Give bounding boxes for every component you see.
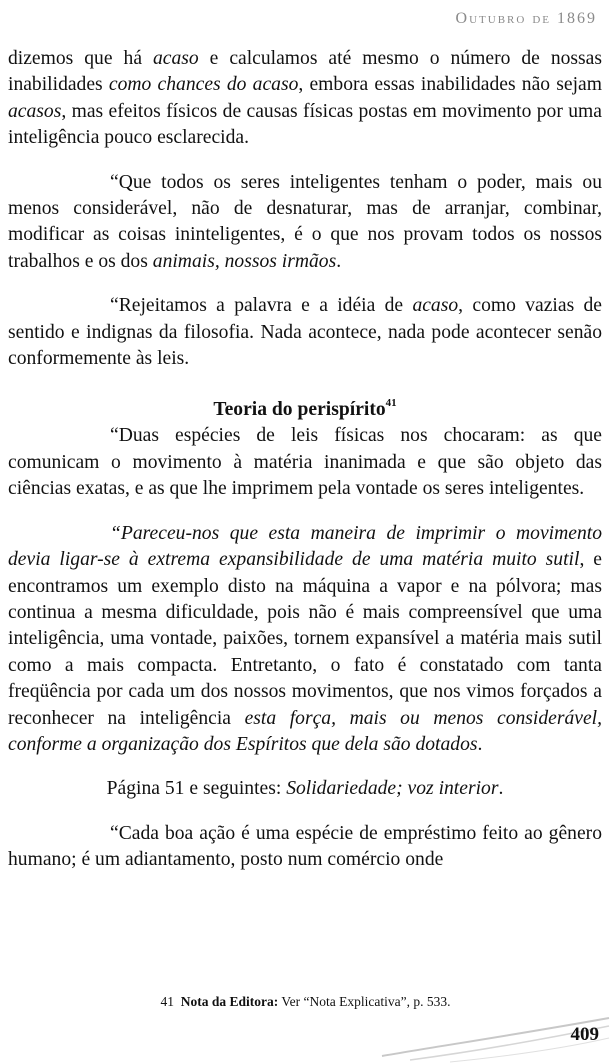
page-body <box>8 46 602 874</box>
paragraph-2: “Que todos os seres inteligentes tenham o poder, mais ou menos considerável, não de desnaturar, mas de arranjar, combinar, modificar as coisas ininteligentes, é o que nos provam todos os nossos trabalhos e os dos animais, nossos irmãos. <box>8 171 602 272</box>
footnote <box>0 994 611 1010</box>
footnote-text: Ver “Nota Explicativa”, p. 533. <box>278 994 451 1009</box>
paragraph-3: “Rejeitamos a palavra e a idéia de acaso, como vazias de sentido e indignas da filosofia. Nada acontece, nada pode acontecer senão conformemente às leis. <box>8 295 603 370</box>
page-number: 409 <box>570 1024 599 1045</box>
paragraph-6: Página 51 e seguintes: Solidariedade; voz interior. <box>106 778 504 800</box>
paragraph-4: “Duas espécies de leis físicas nos chocaram: as que comunicam o movimento à matéria inanimada e que são objeto das ciências exatas, e as que lhe imprimem pela vontade os seres inteligentes. <box>8 425 602 500</box>
footnote-number: 41 <box>160 994 175 1009</box>
paragraph-1: dizemos que há acaso e calculamos até mesmo o número de nossas inabilidades como chances do acaso, embora essas inabilidades não sejam acasos, mas efeitos físicos de causas físicas postas em movimento por uma inteligência pouco esclarecida. <box>8 48 603 149</box>
paragraph-7: “Cada boa ação é uma espécie de empréstimo feito ao gênero humano; é um adiantamento, posto num comércio onde <box>8 822 602 871</box>
section-heading: Teoria do perispírito$^{41}$ <box>213 397 397 421</box>
footnote-label: Nota da Editora: <box>180 994 279 1009</box>
footnote-ref[interactable]: 41 <box>385 397 397 410</box>
running-header: Outubro de 1869 <box>455 10 597 27</box>
paragraph-5: “Pareceu-nos que esta maneira de imprimir o movimento devia ligar-se à extrema expansibilidade de uma matéria muito sutil, e encontramos um exemplo disto na máquina a vapor e na pólvora; mas continua a mesma dificuldade, pois não é mais compreensível que uma inteligência, uma vontade, paixões, tornem expansível a matéria mais sutil como a mais compacta. Entretanto, o fato é constatado com tanta freqüência por cada um dos nossos movimentos, que nos vimos forçados a reconhecer na inteligência esta força, mais ou menos considerável, conforme a organização dos Espíritos que dela são dotados. <box>8 522 603 755</box>
